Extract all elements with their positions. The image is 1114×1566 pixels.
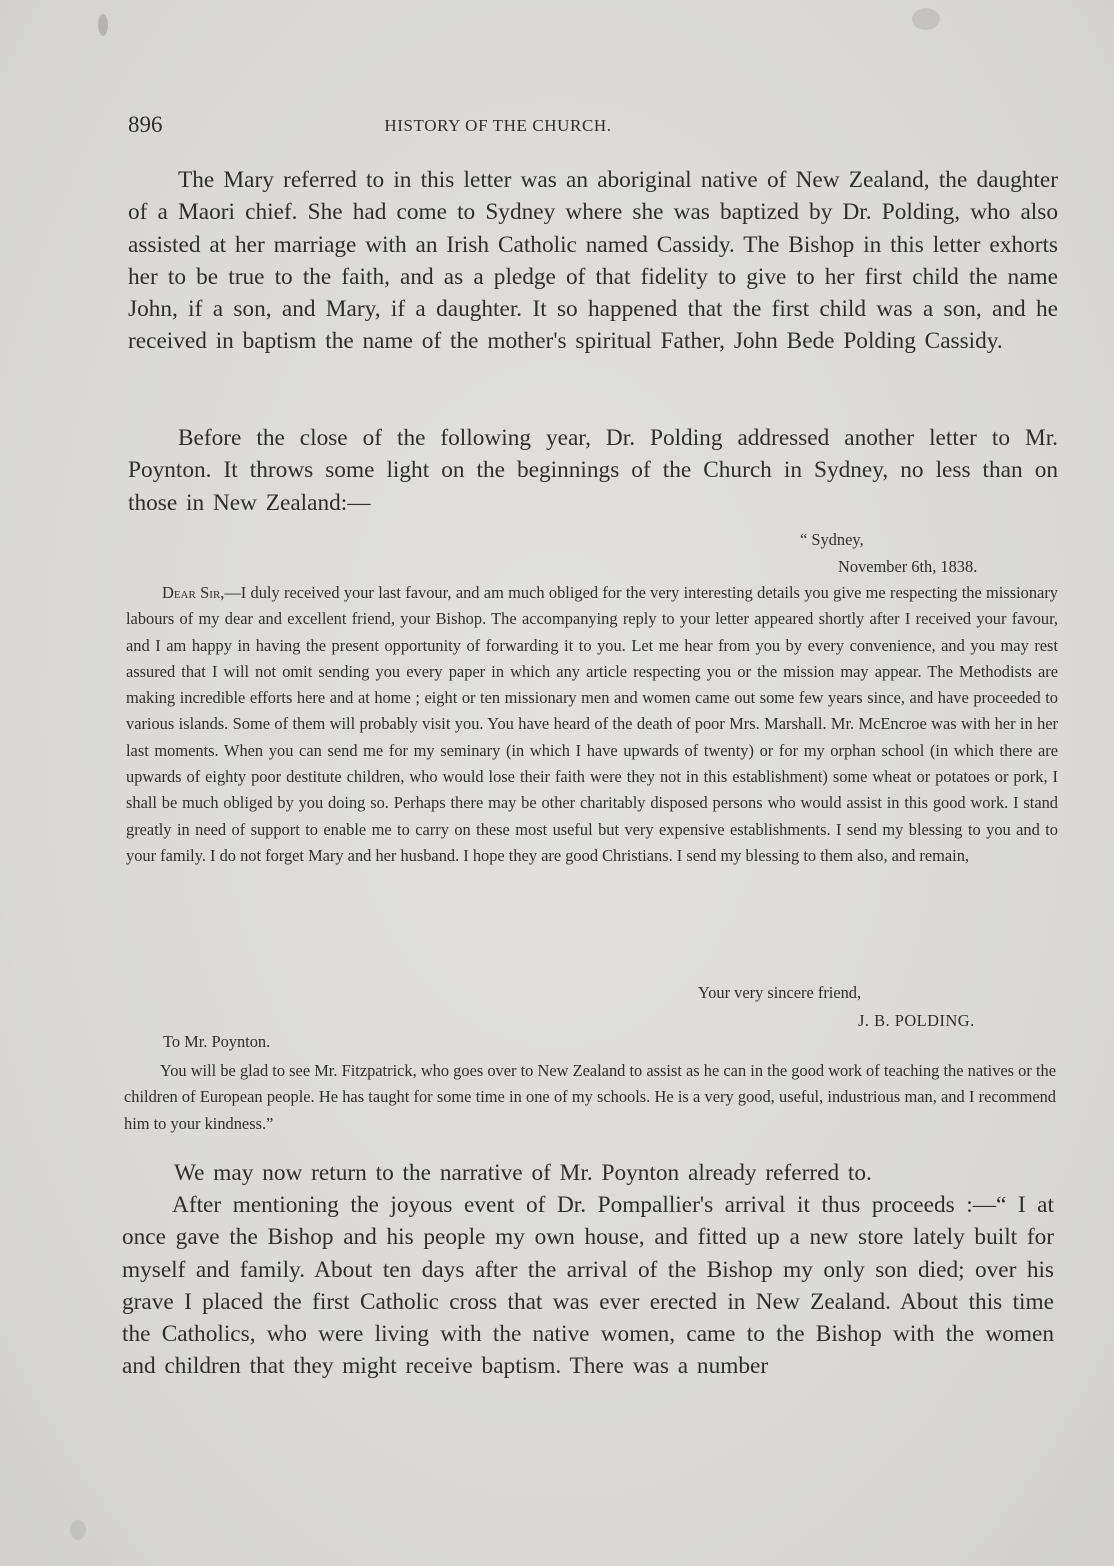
letter-body-text: —I duly received your last favour, and am much obliged for the very interesting details you give me respecting the missionary labours of my dear and excellent friend, your Bishop. The accompanying reply to your letter appeared shortly after I received your favour, and I am happy in having the present opportunity of forwarding it to you. Let me hear from you by every convenience, and you may rest assured that I will not omit sending you every paper in which any article respecting you or the mission may appear. The Methodists are making incredible efforts here and at home ; eight or ten missionary men and women came out some few years since, and have proceeded to various islands. Some of them will probably visit you. You have heard of the death of poor Mrs. Marshall. Mr. McEncroe was with her in her last moments. When you can send me for my seminary (in which I have upwards of twenty) or for my orphan school (in which there are upwards of eighty poor destitute children, who would lose their faith were they not in this establishment) some wheat or potatoes or pork, I shall be much obliged by you doing so. Perhaps there may be other charitably disposed persons who would assist in this good work. I stand greatly in need of support to enable me to carry on these most useful but very expensive establishments. I send my blessing to you and to your family. I do not forget Mary and her husband. I hope they are good Christians. I send my blessing to them also, and remain, <box>126 583 1058 865</box>
letter-postscript: You will be glad to see Mr. Fitzpatrick, who goes over to New Zealand to assist as he can in the good work of teaching the natives or the children of European people. He has taught for some time in one of my schools. He is a very good, useful, industrious man, and I recommend him to your kindness.” <box>124 1061 1056 1133</box>
letter-salutation: Dear Sir, <box>162 583 225 602</box>
paragraph-poynton-narrative: After mentioning the joyous event of Dr. Pompallier's arrival it thus proceeds :—“ I at once gave the Bishop and his people my own house, and fitted up a new store lately built for myself and family. About ten days after the arrival of the Bishop my only son died; over his grave I placed the first Catholic cross that was ever erected in New Zealand. About this time the Catholics, who were living with the native women, came to the Bishop with the women and children that they might receive baptism. There was a number <box>122 1192 1054 1380</box>
running-head <box>128 112 1058 142</box>
paper-stain <box>98 14 108 36</box>
letter-date: November 6th, 1838. <box>838 557 978 576</box>
paragraph-second-letter-intro: Before the close of the following year, Dr. Polding addressed another letter to Mr. Poynton. It throws some light on the beginnings of the Church in Sydney, no less than on those in New Zealand:— <box>128 425 1058 516</box>
letter-place: “ Sydney, <box>800 530 864 549</box>
letter-body <box>126 580 1058 869</box>
paper-stain <box>70 1520 86 1540</box>
running-head-title: HISTORY OF THE CHURCH. <box>384 116 612 135</box>
paragraph-mary: The Mary referred to in this letter was an aboriginal native of New Zealand, the daughter of a Maori chief. She had come to Sydney where she was baptized by Dr. Polding, who also assisted at her marriage with an Irish Catholic named Cassidy. The Bishop in this letter exhorts her to be true to the faith, and as a pledge of that fidelity to give to her first child the name John, if a son, and Mary, if a daughter. It so happened that the first child was a son, and he received in baptism the name of the mother's spiritual Father, John Bede Polding Cassidy. <box>128 167 1058 355</box>
page-number: 896 <box>128 112 163 137</box>
paper-stain <box>912 8 940 30</box>
letter-closing: Your very sincere friend, <box>698 983 862 1002</box>
letter-signature: J. B. POLDING. <box>858 1011 975 1030</box>
paragraph-return-narrative: We may now return to the narrative of Mr. Poynton already referred to. <box>174 1160 872 1186</box>
letter-addressee: To Mr. Poynton. <box>163 1032 271 1051</box>
